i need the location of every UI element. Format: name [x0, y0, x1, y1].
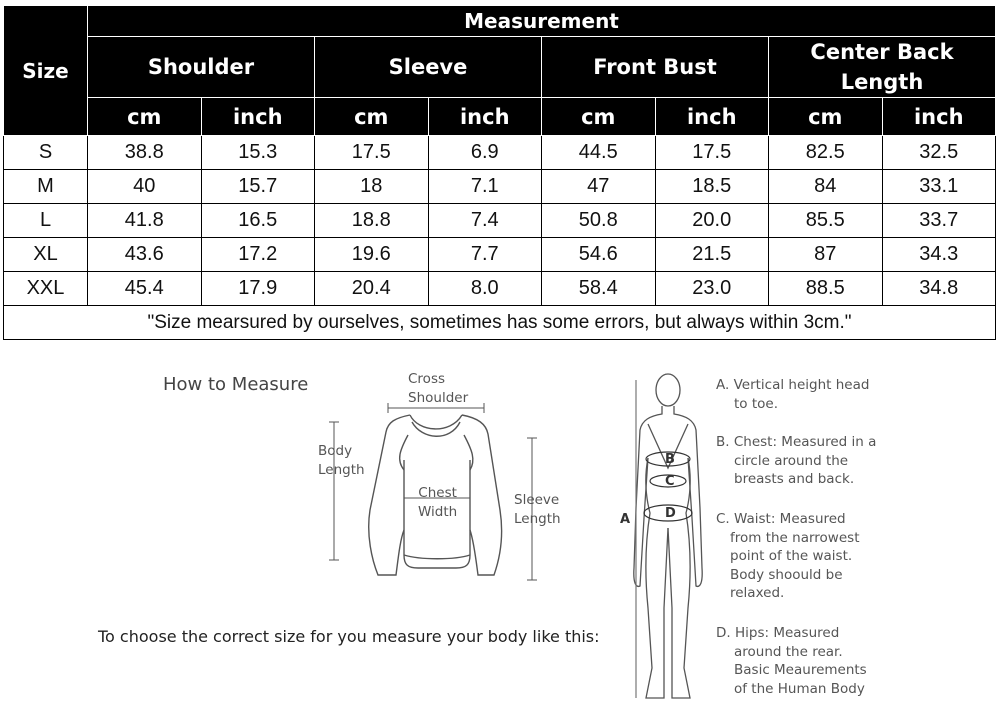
table-cell: 47 [542, 170, 656, 204]
letter-c-label: C [665, 474, 675, 489]
table-cell: 21.5 [655, 238, 769, 272]
table-cell: 34.8 [882, 272, 996, 306]
unit-header: inch [201, 98, 315, 136]
table-cell: 41.8 [88, 204, 202, 238]
table-cell: 7.4 [428, 204, 542, 238]
letter-b-label: B [665, 452, 675, 467]
table-cell: 44.5 [542, 136, 656, 170]
table-row [4, 272, 996, 306]
table-cell: 87 [769, 238, 883, 272]
body-length-label-line: Body [318, 443, 353, 459]
chest-width-label-line: Chest [418, 485, 457, 501]
table-cell: 45.4 [88, 272, 202, 306]
unit-header: cm [542, 98, 656, 136]
group-header-shoulder: Shoulder [88, 37, 315, 98]
table-cell: 38.8 [88, 136, 202, 170]
table-cell: 6.9 [428, 136, 542, 170]
unit-header: inch [428, 98, 542, 136]
letter-a-label: A [620, 512, 631, 527]
table-cell: 17.5 [655, 136, 769, 170]
letter-d-label: D [665, 506, 676, 521]
note-c-line: relaxed. [730, 585, 785, 601]
note-c-line: point of the waist. [730, 548, 853, 564]
note-c-label: C. Waist: Measured [716, 511, 846, 527]
size-cell: XXL [4, 272, 88, 306]
group-header-center-back-length: Center Back Length [769, 37, 996, 98]
table-cell: 8.0 [428, 272, 542, 306]
unit-header: cm [315, 98, 429, 136]
table-row [4, 170, 996, 204]
body-length-label [318, 442, 365, 479]
table-cell: 18.8 [315, 204, 429, 238]
table-cell: 88.5 [769, 272, 883, 306]
note-d-label: D. Hips: Measured [716, 625, 840, 641]
note-b-label: B. Chest: Measured in a [716, 434, 877, 450]
table-cell: 50.8 [542, 204, 656, 238]
table-cell: 54.6 [542, 238, 656, 272]
note-a-line: to toe. [734, 395, 778, 412]
table-cell: 32.5 [882, 136, 996, 170]
note-a-label: A. Vertical height head [716, 377, 870, 393]
instruction-text: To choose the correct size for you measure your body like this: [98, 627, 600, 646]
note-c [716, 510, 859, 603]
group-header-front-bust: Front Bust [542, 37, 769, 98]
unit-header: cm [769, 98, 883, 136]
measurement-header: Measurement [88, 6, 996, 37]
size-cell: S [4, 136, 88, 170]
note-b-line: circle around the [734, 452, 849, 469]
cross-shoulder-label-line: Cross [408, 371, 446, 387]
table-cell: 7.7 [428, 238, 542, 272]
table-cell: 85.5 [769, 204, 883, 238]
note-d-line: of the Human Body [734, 680, 865, 697]
table-cell: 84 [769, 170, 883, 204]
table-row [4, 238, 996, 272]
note-row [4, 306, 996, 340]
table-cell: 58.4 [542, 272, 656, 306]
table-cell: 18.5 [655, 170, 769, 204]
size-cell: L [4, 204, 88, 238]
size-header: Size [4, 6, 88, 136]
table-cell: 34.3 [882, 238, 996, 272]
table-cell: 17.2 [201, 238, 315, 272]
table-cell: 15.3 [201, 136, 315, 170]
table-cell: 7.1 [428, 170, 542, 204]
table-row [4, 136, 996, 170]
table-cell: 33.7 [882, 204, 996, 238]
sleeve-length-label [514, 491, 561, 528]
size-cell: XL [4, 238, 88, 272]
table-cell: 20.4 [315, 272, 429, 306]
table-row [4, 204, 996, 238]
table-cell: 23.0 [655, 272, 769, 306]
cross-shoulder-label-line: Shoulder [408, 389, 469, 406]
size-cell: M [4, 170, 88, 204]
group-header-sleeve: Sleeve [315, 37, 542, 98]
table-cell: 17.9 [201, 272, 315, 306]
note-b-line: breasts and back. [734, 471, 855, 487]
body-diagram [616, 368, 708, 704]
table-cell: 16.5 [201, 204, 315, 238]
size-chart-table [3, 5, 996, 340]
note-b [716, 433, 876, 489]
note-d [716, 624, 867, 698]
note-d-line: Basic Meaurements [734, 662, 867, 678]
measurement-note: "Size mearsured by ourselves, sometimes has some errors, but always within 3cm." [4, 306, 996, 340]
body-length-label-line: Length [318, 461, 365, 478]
table-cell: 33.1 [882, 170, 996, 204]
table-cell: 17.5 [315, 136, 429, 170]
unit-header: inch [655, 98, 769, 136]
sleeve-length-label-line: Sleeve [514, 492, 560, 508]
chest-width-label-line: Width [418, 503, 458, 520]
note-a [716, 376, 869, 413]
table-cell: 18 [315, 170, 429, 204]
table-cell: 15.7 [201, 170, 315, 204]
table-cell: 20.0 [655, 204, 769, 238]
table-cell: 43.6 [88, 238, 202, 272]
note-c-line: Body shoould be [730, 566, 843, 583]
table-cell: 40 [88, 170, 202, 204]
note-c-line: from the narrowest [730, 529, 860, 546]
chest-width-label [418, 484, 457, 521]
sleeve-length-label-line: Length [514, 510, 561, 527]
unit-header: inch [882, 98, 996, 136]
unit-header: cm [88, 98, 202, 136]
table-cell: 19.6 [315, 238, 429, 272]
cross-shoulder-label [408, 370, 468, 407]
table-cell: 82.5 [769, 136, 883, 170]
how-to-measure-title: How to Measure [163, 374, 309, 395]
note-d-line: around the rear. [734, 643, 843, 660]
